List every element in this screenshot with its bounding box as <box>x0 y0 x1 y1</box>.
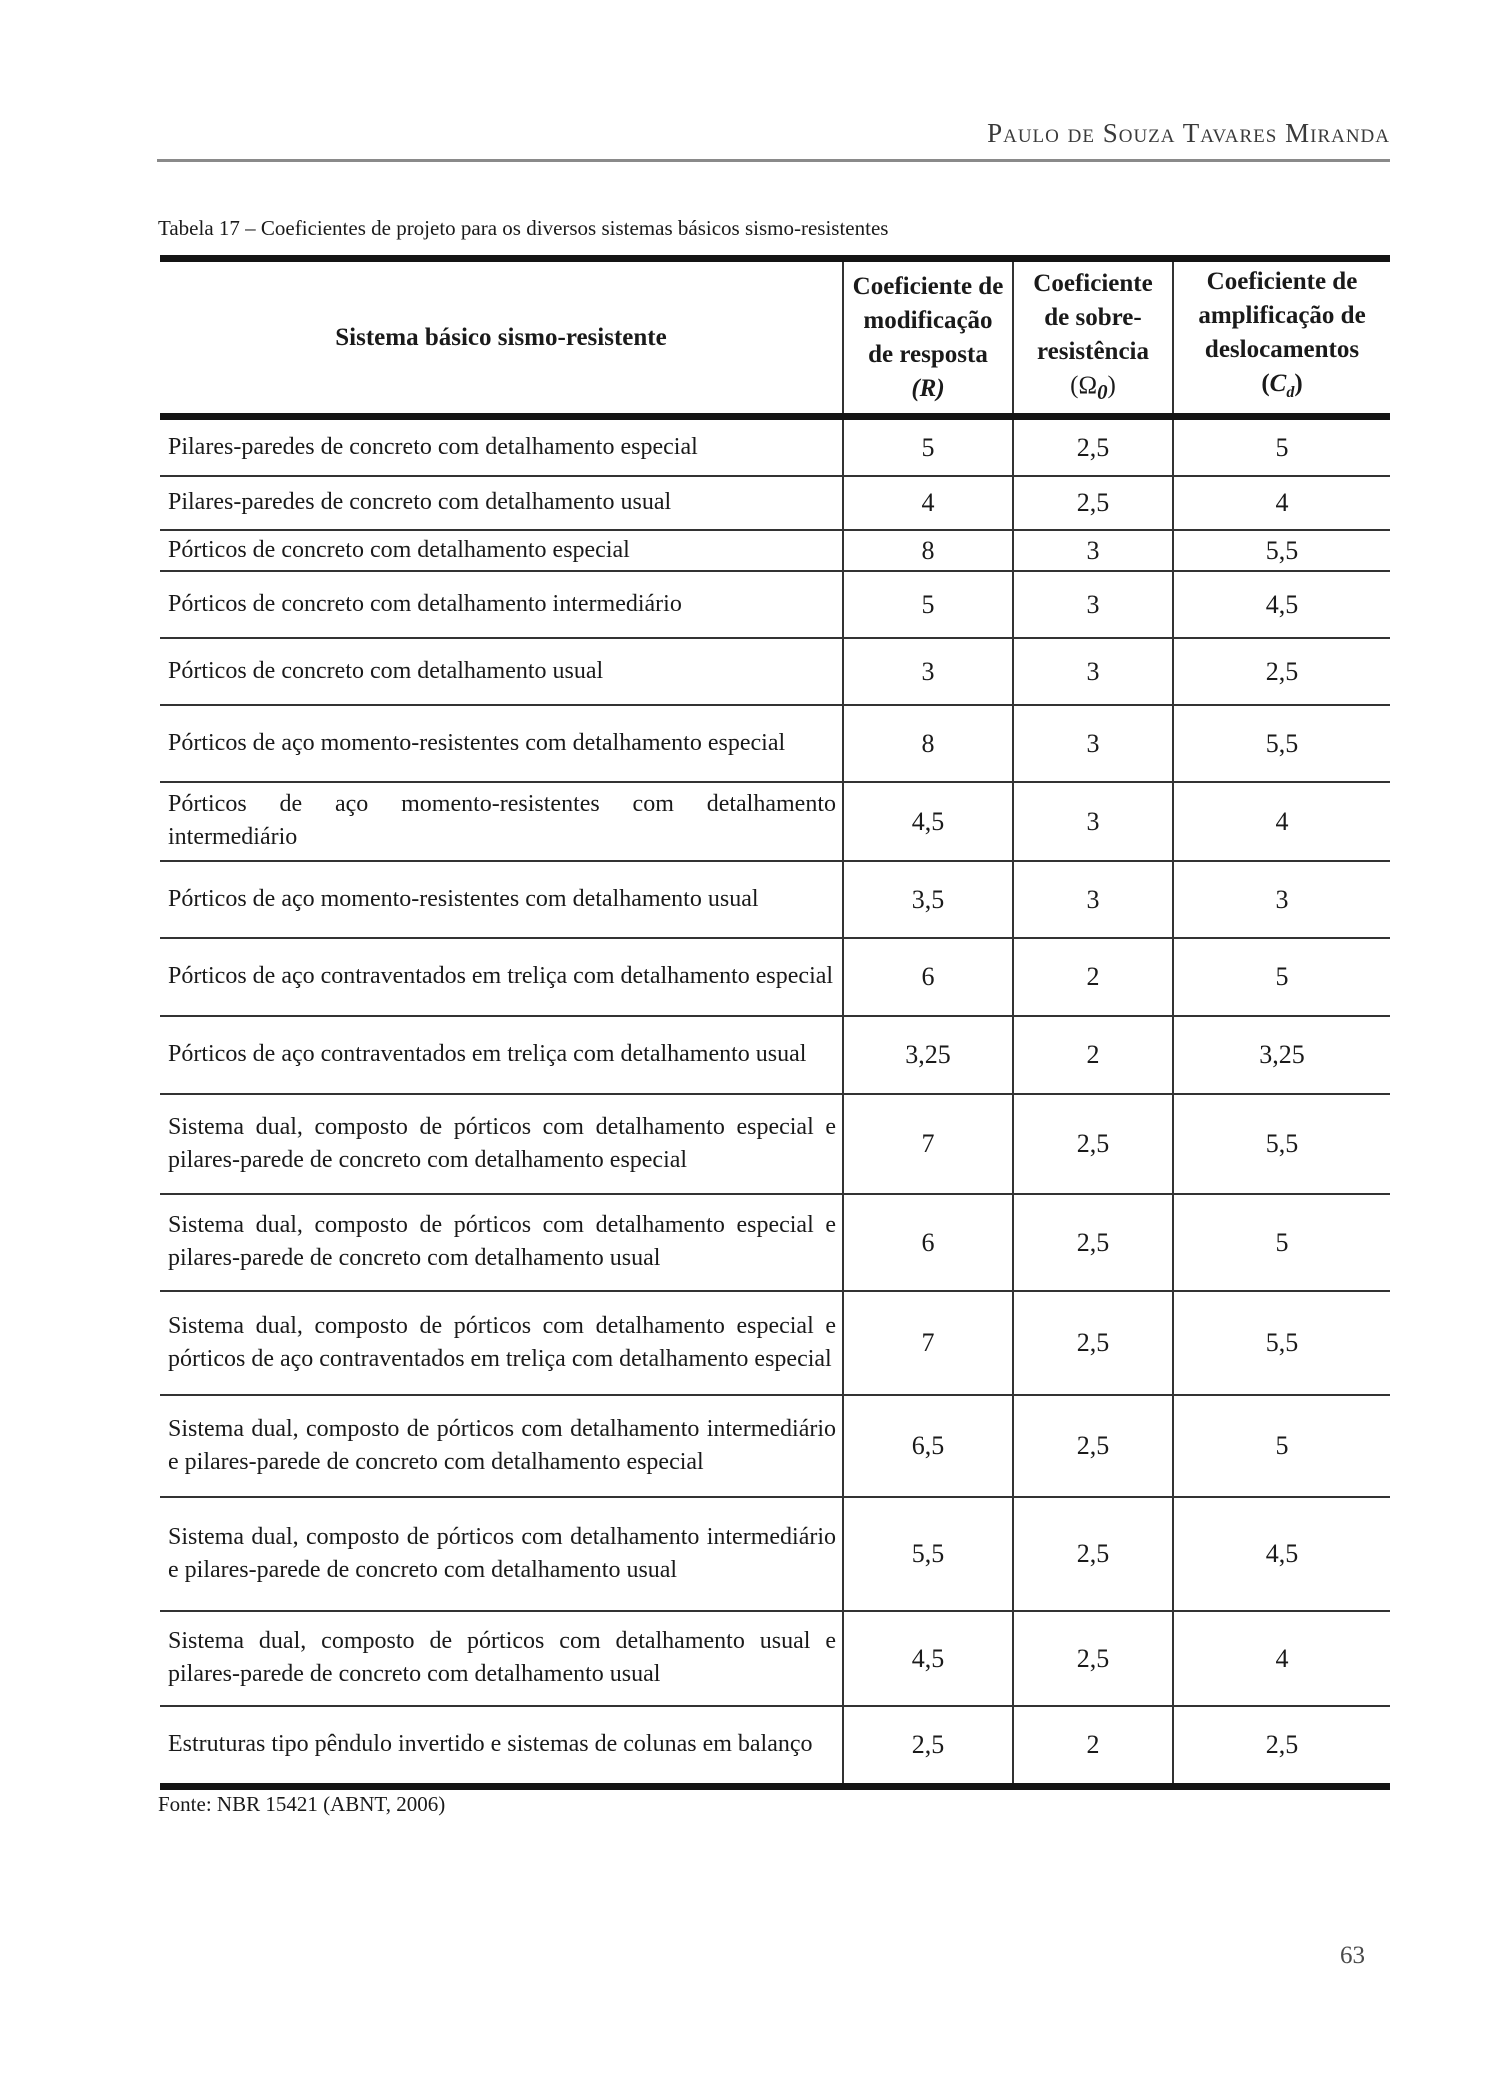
omega0-cell: 2,5 <box>1013 1291 1173 1395</box>
cd-cell: 5,5 <box>1173 705 1390 782</box>
cd-cell: 4 <box>1173 476 1390 530</box>
r-cell: 7 <box>843 1094 1013 1194</box>
header-system <box>160 259 843 417</box>
header-r-symbol: (R) <box>911 374 945 402</box>
table-row <box>160 938 1390 1016</box>
table-header <box>160 259 1390 417</box>
r-cell: 5,5 <box>843 1497 1013 1611</box>
cd-cell: 3,25 <box>1173 1016 1390 1094</box>
omega0-cell: 2,5 <box>1013 1395 1173 1497</box>
system-cell: Pórticos de aço momento-resistentes com detalhamento especial <box>168 729 786 756</box>
omega0-cell: 2 <box>1013 1016 1173 1094</box>
symbol-r: R <box>919 374 937 402</box>
cd-cell: 5 <box>1173 938 1390 1016</box>
symbol-c-subscript: d <box>1286 384 1295 401</box>
r-cell: 7 <box>843 1291 1013 1395</box>
table-row <box>160 1706 1390 1787</box>
cd-cell: 2,5 <box>1173 1706 1390 1787</box>
omega0-cell: 3 <box>1013 530 1173 571</box>
table-row <box>160 1094 1390 1194</box>
omega0-cell: 2,5 <box>1013 476 1173 530</box>
table-row <box>160 861 1390 938</box>
system-cell: Pórticos de aço contraventados em treliça com detalhamento especial <box>168 963 834 989</box>
r-cell: 4 <box>843 476 1013 530</box>
table-caption: Tabela 17 – Coeficientes de projeto para os diversos sistemas básicos sismo-resistentes <box>158 216 889 240</box>
r-cell: 6 <box>843 938 1013 1016</box>
system-cell: Sistema dual, composto de pórticos com detalhamento usual e pilares-parede de concreto com detalhamento usual <box>168 1628 836 1687</box>
table-row <box>160 1194 1390 1291</box>
header-omega-line2: de sobre- <box>1044 303 1142 331</box>
header-r <box>843 259 1013 417</box>
header-system-label: Sistema básico sismo-resistente <box>335 323 667 351</box>
page-number: 63 <box>1340 1942 1365 1969</box>
table-row <box>160 782 1390 861</box>
cd-cell: 4,5 <box>1173 571 1390 638</box>
omega0-cell: 2,5 <box>1013 1194 1173 1291</box>
r-cell: 3,25 <box>843 1016 1013 1094</box>
cd-cell: 5,5 <box>1173 1291 1390 1395</box>
header-cd <box>1173 259 1390 417</box>
omega0-cell: 3 <box>1013 638 1173 705</box>
table-row <box>160 1497 1390 1611</box>
cd-cell: 4 <box>1173 782 1390 861</box>
r-cell: 5 <box>843 571 1013 638</box>
system-cell: Pórticos de concreto com detalhamento especial <box>168 536 630 563</box>
table-source-note: Fonte: NBR 15421 (ABNT, 2006) <box>158 1792 446 1816</box>
r-cell: 2,5 <box>843 1706 1013 1787</box>
header-cd-line3: deslocamentos <box>1204 336 1360 363</box>
omega0-cell: 3 <box>1013 571 1173 638</box>
r-cell: 6,5 <box>843 1395 1013 1497</box>
cd-cell: 3 <box>1173 861 1390 938</box>
system-cell: Pórticos de aço momento-resistentes com detalhamento intermediário <box>168 791 836 850</box>
omega0-cell: 2,5 <box>1013 1611 1173 1706</box>
r-cell: 3 <box>843 638 1013 705</box>
omega0-cell: 3 <box>1013 782 1173 861</box>
system-cell: Sistema dual, composto de pórticos com detalhamento especial e pilares-parede de concreto com detalhamento usual <box>168 1212 836 1271</box>
system-cell: Pilares-paredes de concreto com detalhamento usual <box>168 489 672 515</box>
cd-cell: 4,5 <box>1173 1497 1390 1611</box>
r-cell: 8 <box>843 530 1013 571</box>
omega0-cell: 2,5 <box>1013 417 1173 476</box>
system-cell: Pórticos de concreto com detalhamento intermediário <box>168 590 682 617</box>
table-row <box>160 1395 1390 1497</box>
coefficients-table-container <box>160 255 1390 1790</box>
header-r-line2: modificação <box>863 306 993 334</box>
header-cd-symbol: $(C_d)$ <box>1261 370 1303 401</box>
header-cd-line2: amplificação de <box>1198 302 1366 329</box>
running-head-author: Paulo de Souza Tavares Miranda <box>987 118 1390 148</box>
cd-cell: 5 <box>1173 1395 1390 1497</box>
r-cell: 5 <box>843 417 1013 476</box>
system-cell: Estruturas tipo pêndulo invertido e sistemas de colunas em balanço <box>168 1731 813 1758</box>
header-row <box>160 259 1390 417</box>
table-row <box>160 705 1390 782</box>
system-cell: Pórticos de aço contraventados em treliça com detalhamento usual <box>168 1041 807 1067</box>
omega0-cell: 2 <box>1013 1706 1173 1787</box>
omega0-cell: 2 <box>1013 938 1173 1016</box>
system-cell: Pilares-paredes de concreto com detalhamento especial <box>168 433 698 460</box>
r-cell: 3,5 <box>843 861 1013 938</box>
system-cell: Sistema dual, composto de pórticos com detalhamento intermediário e pilares-parede de concreto com detalhamento usual <box>168 1523 836 1583</box>
table-row <box>160 1611 1390 1706</box>
r-cell: 4,5 <box>843 782 1013 861</box>
table-body <box>160 417 1390 1787</box>
r-cell: 6 <box>843 1194 1013 1291</box>
omega0-cell: 3 <box>1013 861 1173 938</box>
header-r-line3: de resposta <box>868 340 988 368</box>
coefficients-table <box>160 255 1390 1790</box>
system-cell: Sistema dual, composto de pórticos com detalhamento especial e pilares-parede de concreto com detalhamento especial <box>168 1113 836 1173</box>
system-cell: Pórticos de concreto com detalhamento usual <box>168 657 604 684</box>
header-omega0 <box>1013 259 1173 417</box>
header-cd-line1: Coeficiente de <box>1206 268 1358 295</box>
table-row <box>160 571 1390 638</box>
table-row <box>160 1016 1390 1094</box>
symbol-c: C <box>1269 370 1287 397</box>
header-omega-line3: resistência <box>1036 337 1149 365</box>
omega0-cell: 3 <box>1013 705 1173 782</box>
table-row <box>160 1291 1390 1395</box>
table-row <box>160 417 1390 476</box>
system-cell: Pórticos de aço momento-resistentes com detalhamento usual <box>168 885 759 912</box>
system-cell: Sistema dual, composto de pórticos com detalhamento intermediário e pilares-parede de concreto com detalhamento especial <box>168 1415 836 1475</box>
cd-cell: 5 <box>1173 417 1390 476</box>
r-cell: 8 <box>843 705 1013 782</box>
table-row <box>160 530 1390 571</box>
cd-cell: 5 <box>1173 1194 1390 1291</box>
header-divider <box>157 159 1390 162</box>
table-row <box>160 638 1390 705</box>
header-omega-line1: Coeficiente <box>1033 269 1153 297</box>
omega0-cell: 2,5 <box>1013 1497 1173 1611</box>
symbol-omega-subscript: 0 <box>1097 379 1108 404</box>
cd-cell: 5,5 <box>1173 530 1390 571</box>
cd-cell: 5,5 <box>1173 1094 1390 1194</box>
cd-cell: 4 <box>1173 1611 1390 1706</box>
cd-cell: 2,5 <box>1173 638 1390 705</box>
r-cell: 4,5 <box>843 1611 1013 1706</box>
header-r-line1: Coeficiente de <box>852 272 1004 300</box>
header-omega-symbol: $(\Omega_0)$ <box>1070 371 1116 404</box>
table-row <box>160 476 1390 530</box>
symbol-omega: Ω <box>1078 371 1098 399</box>
omega0-cell: 2,5 <box>1013 1094 1173 1194</box>
system-cell: Sistema dual, composto de pórticos com detalhamento especial e pórticos de aço contraventados em treliça com detalhamento especial <box>168 1312 836 1372</box>
